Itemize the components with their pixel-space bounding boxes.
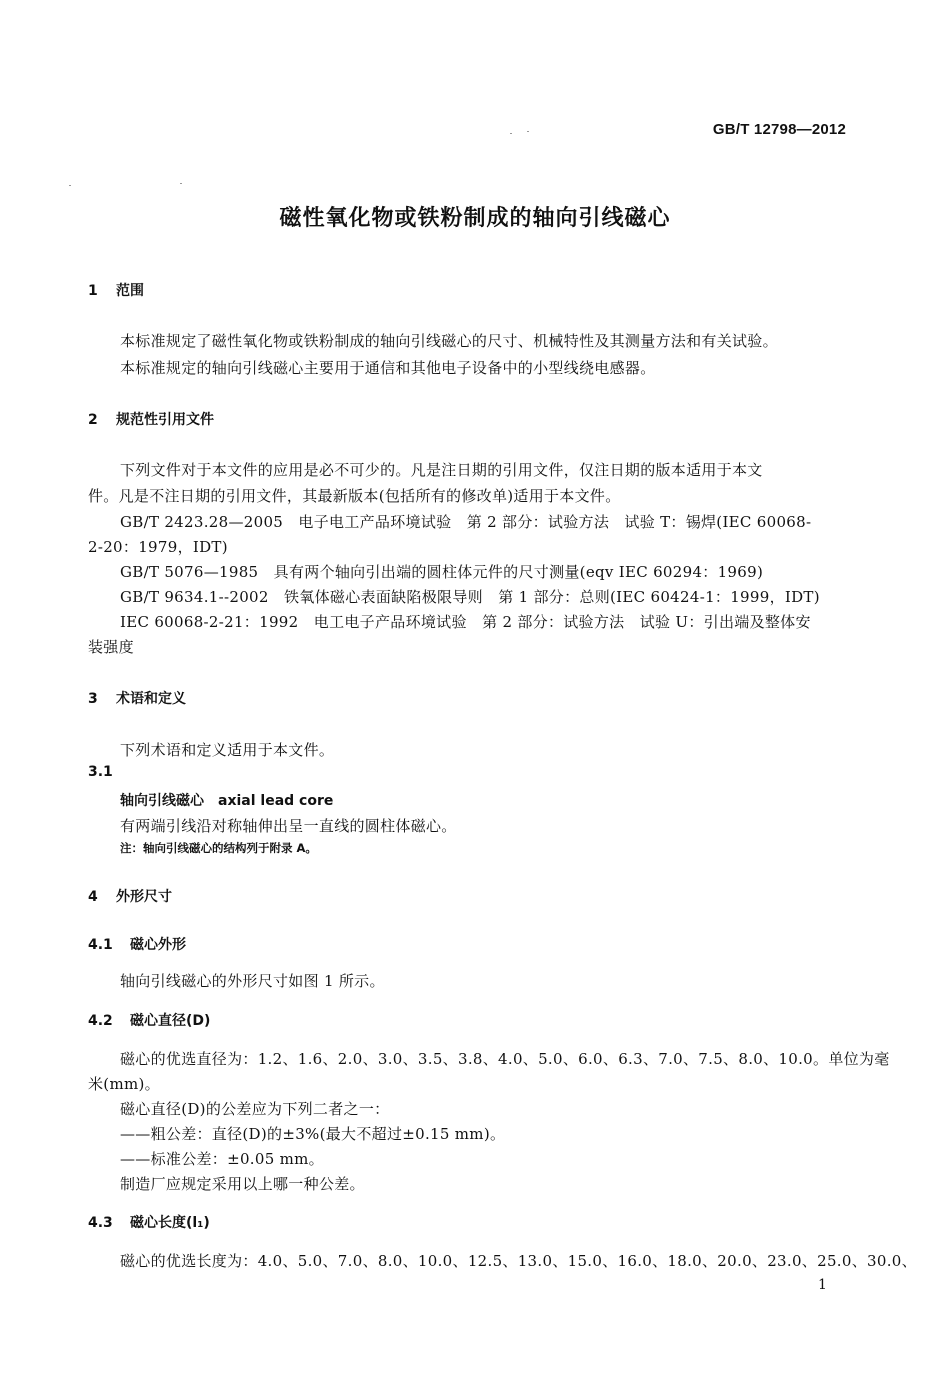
reference-item: GB/T 5076—1985 具有两个轴向引出端的圆柱体元件的尺寸测量(eqv IEC 60294：1969) (120, 563, 764, 581)
section-title: 外形尺寸 (116, 889, 172, 905)
section-title: 磁心长度(l₁) (130, 1215, 210, 1231)
page-number: 1 (818, 1277, 827, 1293)
section-4-heading (88, 886, 172, 906)
reference-item: 2-20：1979，IDT) (88, 538, 228, 556)
section-number: 4.3 (88, 1215, 113, 1231)
section-title: 磁心外形 (130, 937, 186, 953)
paragraph: 本标准规定的轴向引线磁心主要用于通信和其他电子设备中的小型线绕电感器。 (120, 359, 656, 377)
section-number: 4.1 (88, 937, 113, 953)
subsection-4-3-heading (88, 1212, 210, 1232)
list-item: ——粗公差：直径(D)的±3%(最大不超过±0.15 mm)。 (120, 1125, 506, 1143)
reference-item: GB/T 2423.28—2005 电子电工产品环境试验 第 2 部分：试验方法 试验 T：锡焊(IEC 60068- (120, 513, 812, 531)
subsection-4-2-heading (88, 1010, 210, 1030)
document-title: 磁性氧化物或铁粉制成的轴向引线磁心 (279, 206, 671, 231)
subsection-4-1-heading (88, 934, 186, 954)
subsection-number: 3.1 (88, 764, 113, 780)
reference-item: GB/T 9634.1--2002 铁氧体磁心表面缺陷极限导则 第 1 部分：总则(IEC 60424-1：1999，IDT) (120, 588, 820, 606)
section-2-heading (88, 409, 214, 429)
section-title: 术语和定义 (116, 691, 186, 707)
paragraph: 米(mm)。 (88, 1075, 160, 1093)
term-entry: 轴向引线磁心 axial lead core (120, 793, 334, 809)
scan-speck (180, 183, 182, 184)
paragraph: 磁心的优选长度为：4.0、5.0、7.0、8.0、10.0、12.5、13.0、15.0、16.0、18.0、20.0、23.0、25.0、30.0、 (120, 1252, 917, 1270)
scan-speck (527, 131, 529, 132)
section-title: 范围 (116, 283, 144, 299)
note: 注：轴向引线磁心的结构列于附录 A。 (120, 841, 317, 855)
paragraph: 制造厂应规定采用以上哪一种公差。 (120, 1175, 365, 1193)
section-1-heading (88, 280, 144, 300)
section-number: 3 (88, 691, 98, 707)
section-number: 1 (88, 283, 98, 299)
paragraph: 轴向引线磁心的外形尺寸如图 1 所示。 (120, 972, 385, 990)
paragraph: 下列术语和定义适用于本文件。 (120, 741, 335, 759)
paragraph: 件。凡是不注日期的引用文件，其最新版本(包括所有的修改单)适用于本文件。 (88, 487, 621, 505)
reference-item: IEC 60068-2-21：1992 电工电子产品环境试验 第 2 部分：试验方法 试验 U：引出端及整体安 (120, 613, 811, 631)
paragraph: 磁心的优选直径为：1.2、1.6、2.0、3.0、3.5、3.8、4.0、5.0、6.0、6.3、7.0、7.5、8.0、10.0。单位为毫 (120, 1050, 890, 1068)
paragraph: 下列文件对于本文件的应用是必不可少的。凡是注日期的引用文件，仅注日期的版本适用于本文 (120, 461, 763, 479)
term-definition: 有两端引线沿对称轴伸出呈一直线的圆柱体磁心。 (120, 817, 457, 835)
section-number: 4.2 (88, 1013, 113, 1029)
section-number: 2 (88, 412, 98, 428)
section-number: 4 (88, 889, 98, 905)
reference-item: 装强度 (88, 638, 134, 656)
paragraph: 磁心直径(D)的公差应为下列二者之一： (120, 1100, 390, 1118)
scan-speck (69, 185, 71, 186)
list-item: ——标准公差：±0.05 mm。 (120, 1150, 324, 1168)
standard-code: GB/T 12798—2012 (712, 121, 846, 138)
scan-speck (510, 133, 512, 134)
section-title: 磁心直径(D) (130, 1013, 211, 1029)
section-title: 规范性引用文件 (116, 412, 214, 428)
section-3-heading (88, 688, 186, 708)
paragraph: 本标准规定了磁性氧化物或铁粉制成的轴向引线磁心的尺寸、机械特性及其测量方法和有关试验。 (120, 332, 778, 350)
